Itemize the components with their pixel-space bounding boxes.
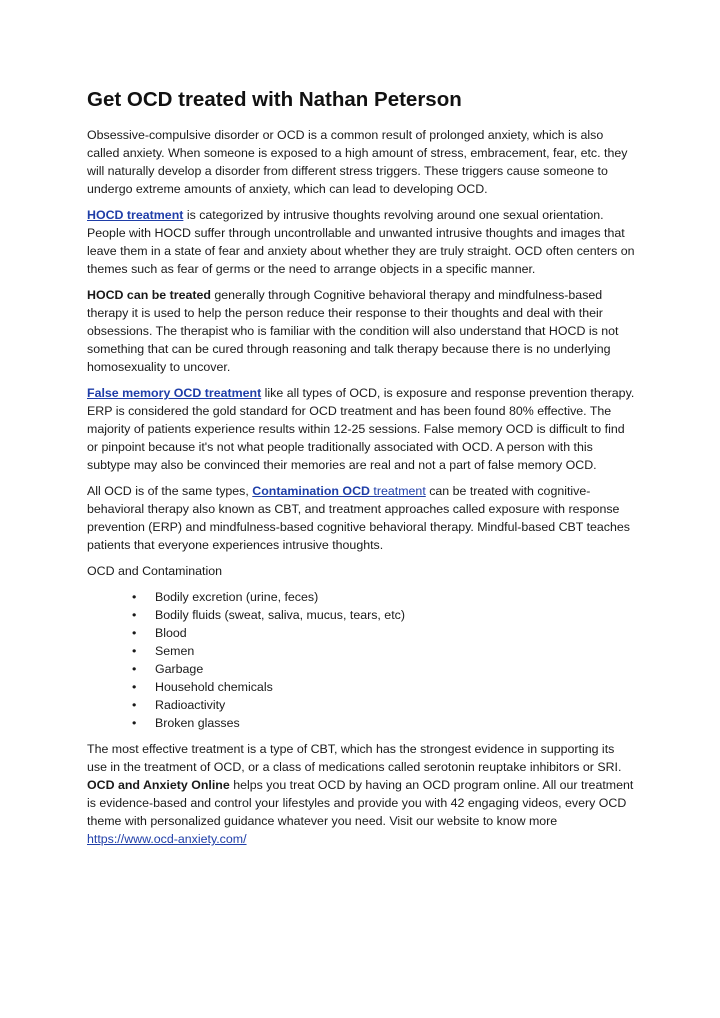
contamination-before: All OCD is of the same types, xyxy=(87,484,253,498)
false-memory-ocd-link[interactable]: False memory OCD treatment xyxy=(87,386,262,400)
false-memory-text: like all types of OCD, is exposure and response prevention therapy. ERP is considered the gold standard for OCD treatment and has been found 80% effective. The majority of patients experience results within 12-25 sessions. False memory OCD is difficult to find or pinpoint because it's not what people traditionally associated with OCD. A person with this subtype may also be convinced their memories are real and not a part of false memory OCD. xyxy=(87,386,635,472)
hocd-treatment-link[interactable]: HOCD treatment xyxy=(87,208,184,222)
bullet-icon: • xyxy=(132,662,137,676)
list-heading: OCD and Contamination xyxy=(87,564,222,578)
false-memory-paragraph xyxy=(87,384,635,474)
bullet-icon: • xyxy=(132,590,137,604)
bullet-icon: • xyxy=(132,626,137,640)
list-item: • Bodily fluids (sweat, saliva, mucus, tears, etc) xyxy=(132,608,405,622)
website-link[interactable]: https://www.ocd-anxiety.com/ xyxy=(87,832,247,846)
bullet-icon: • xyxy=(132,716,137,730)
contamination-paragraph xyxy=(87,482,635,554)
bullet-icon: • xyxy=(132,644,137,658)
bullet-icon: • xyxy=(132,608,137,622)
list-item: • Garbage xyxy=(132,662,204,676)
bullet-icon: • xyxy=(132,698,137,712)
contamination-list xyxy=(87,588,635,732)
page-title: Get OCD treated with Nathan Peterson xyxy=(87,88,462,111)
hocd-treated-text: generally through Cognitive behavioral therapy and mindfulness-based therapy it is used to help the person reduce their response to their thoughts and deal with their obsessions. The therapist who is familiar with the condition will also understand that HOCD is not something that can be cured through reasoning and talk therapy because there is no underlying homosexuality to uncover. xyxy=(87,288,619,374)
list-item: • Bodily excretion (urine, feces) xyxy=(132,590,319,604)
intro-paragraph: Obsessive-compulsive disorder or OCD is a common result of prolonged anxiety, which is also called anxiety. When someone is exposed to a high amount of stress, embracement, fear, etc. they will naturally develop a disorder from different stress triggers. These triggers cause someone to undergo extreme amounts of anxiety, which can lead to developing OCD. xyxy=(87,128,628,196)
closing-before: The most effective treatment is a type of CBT, which has the strongest evidence in supporting its use in the treatment of OCD, or a class of medications called serotonin reuptake inhibitors or SRI. xyxy=(87,742,622,774)
list-item: • Broken glasses xyxy=(132,716,240,730)
contamination-ocd-link[interactable] xyxy=(252,484,426,498)
list-item: • Radioactivity xyxy=(132,698,226,712)
bullet-icon: • xyxy=(132,680,137,694)
ocd-anxiety-online-bold: OCD and Anxiety Online xyxy=(87,778,230,792)
list-item: • Household chemicals xyxy=(132,680,273,694)
list-item: • Blood xyxy=(132,626,187,640)
hocd-paragraph xyxy=(87,206,635,278)
hocd-treated-bold: HOCD can be treated xyxy=(87,288,211,302)
document-page xyxy=(87,86,635,856)
contamination-link-plain: treatment xyxy=(369,484,426,498)
contamination-link-bold: Contamination OCD xyxy=(252,484,370,498)
closing-paragraph xyxy=(87,740,635,848)
hocd-treated-paragraph xyxy=(87,286,635,376)
contamination-after: can be treated with cognitive-behavioral therapy also known as CBT, and treatment approaches called exposure with response prevention (ERP) and mindfulness-based cognitive behavioral therapy. Mindful-based CBT teaches patients that everyone experiences intrusive thoughts. xyxy=(87,484,630,552)
closing-after: helps you treat OCD by having an OCD program online. All our treatment is evidence-based and control your lifestyles and provide you with 42 engaging videos, every OCD theme with personalized guidance whatever you need. Visit our website to know more xyxy=(87,778,634,828)
hocd-paragraph-text: is categorized by intrusive thoughts revolving around one sexual orientation. People with HOCD suffer through uncontrollable and unwanted intrusive thoughts and images that leave them in a state of fear and anxiety about whether they are truly straight. OCD often centers on themes such as fear of germs or the need to arrange objects in a specific manner. xyxy=(87,208,635,276)
list-item: • Semen xyxy=(132,644,195,658)
